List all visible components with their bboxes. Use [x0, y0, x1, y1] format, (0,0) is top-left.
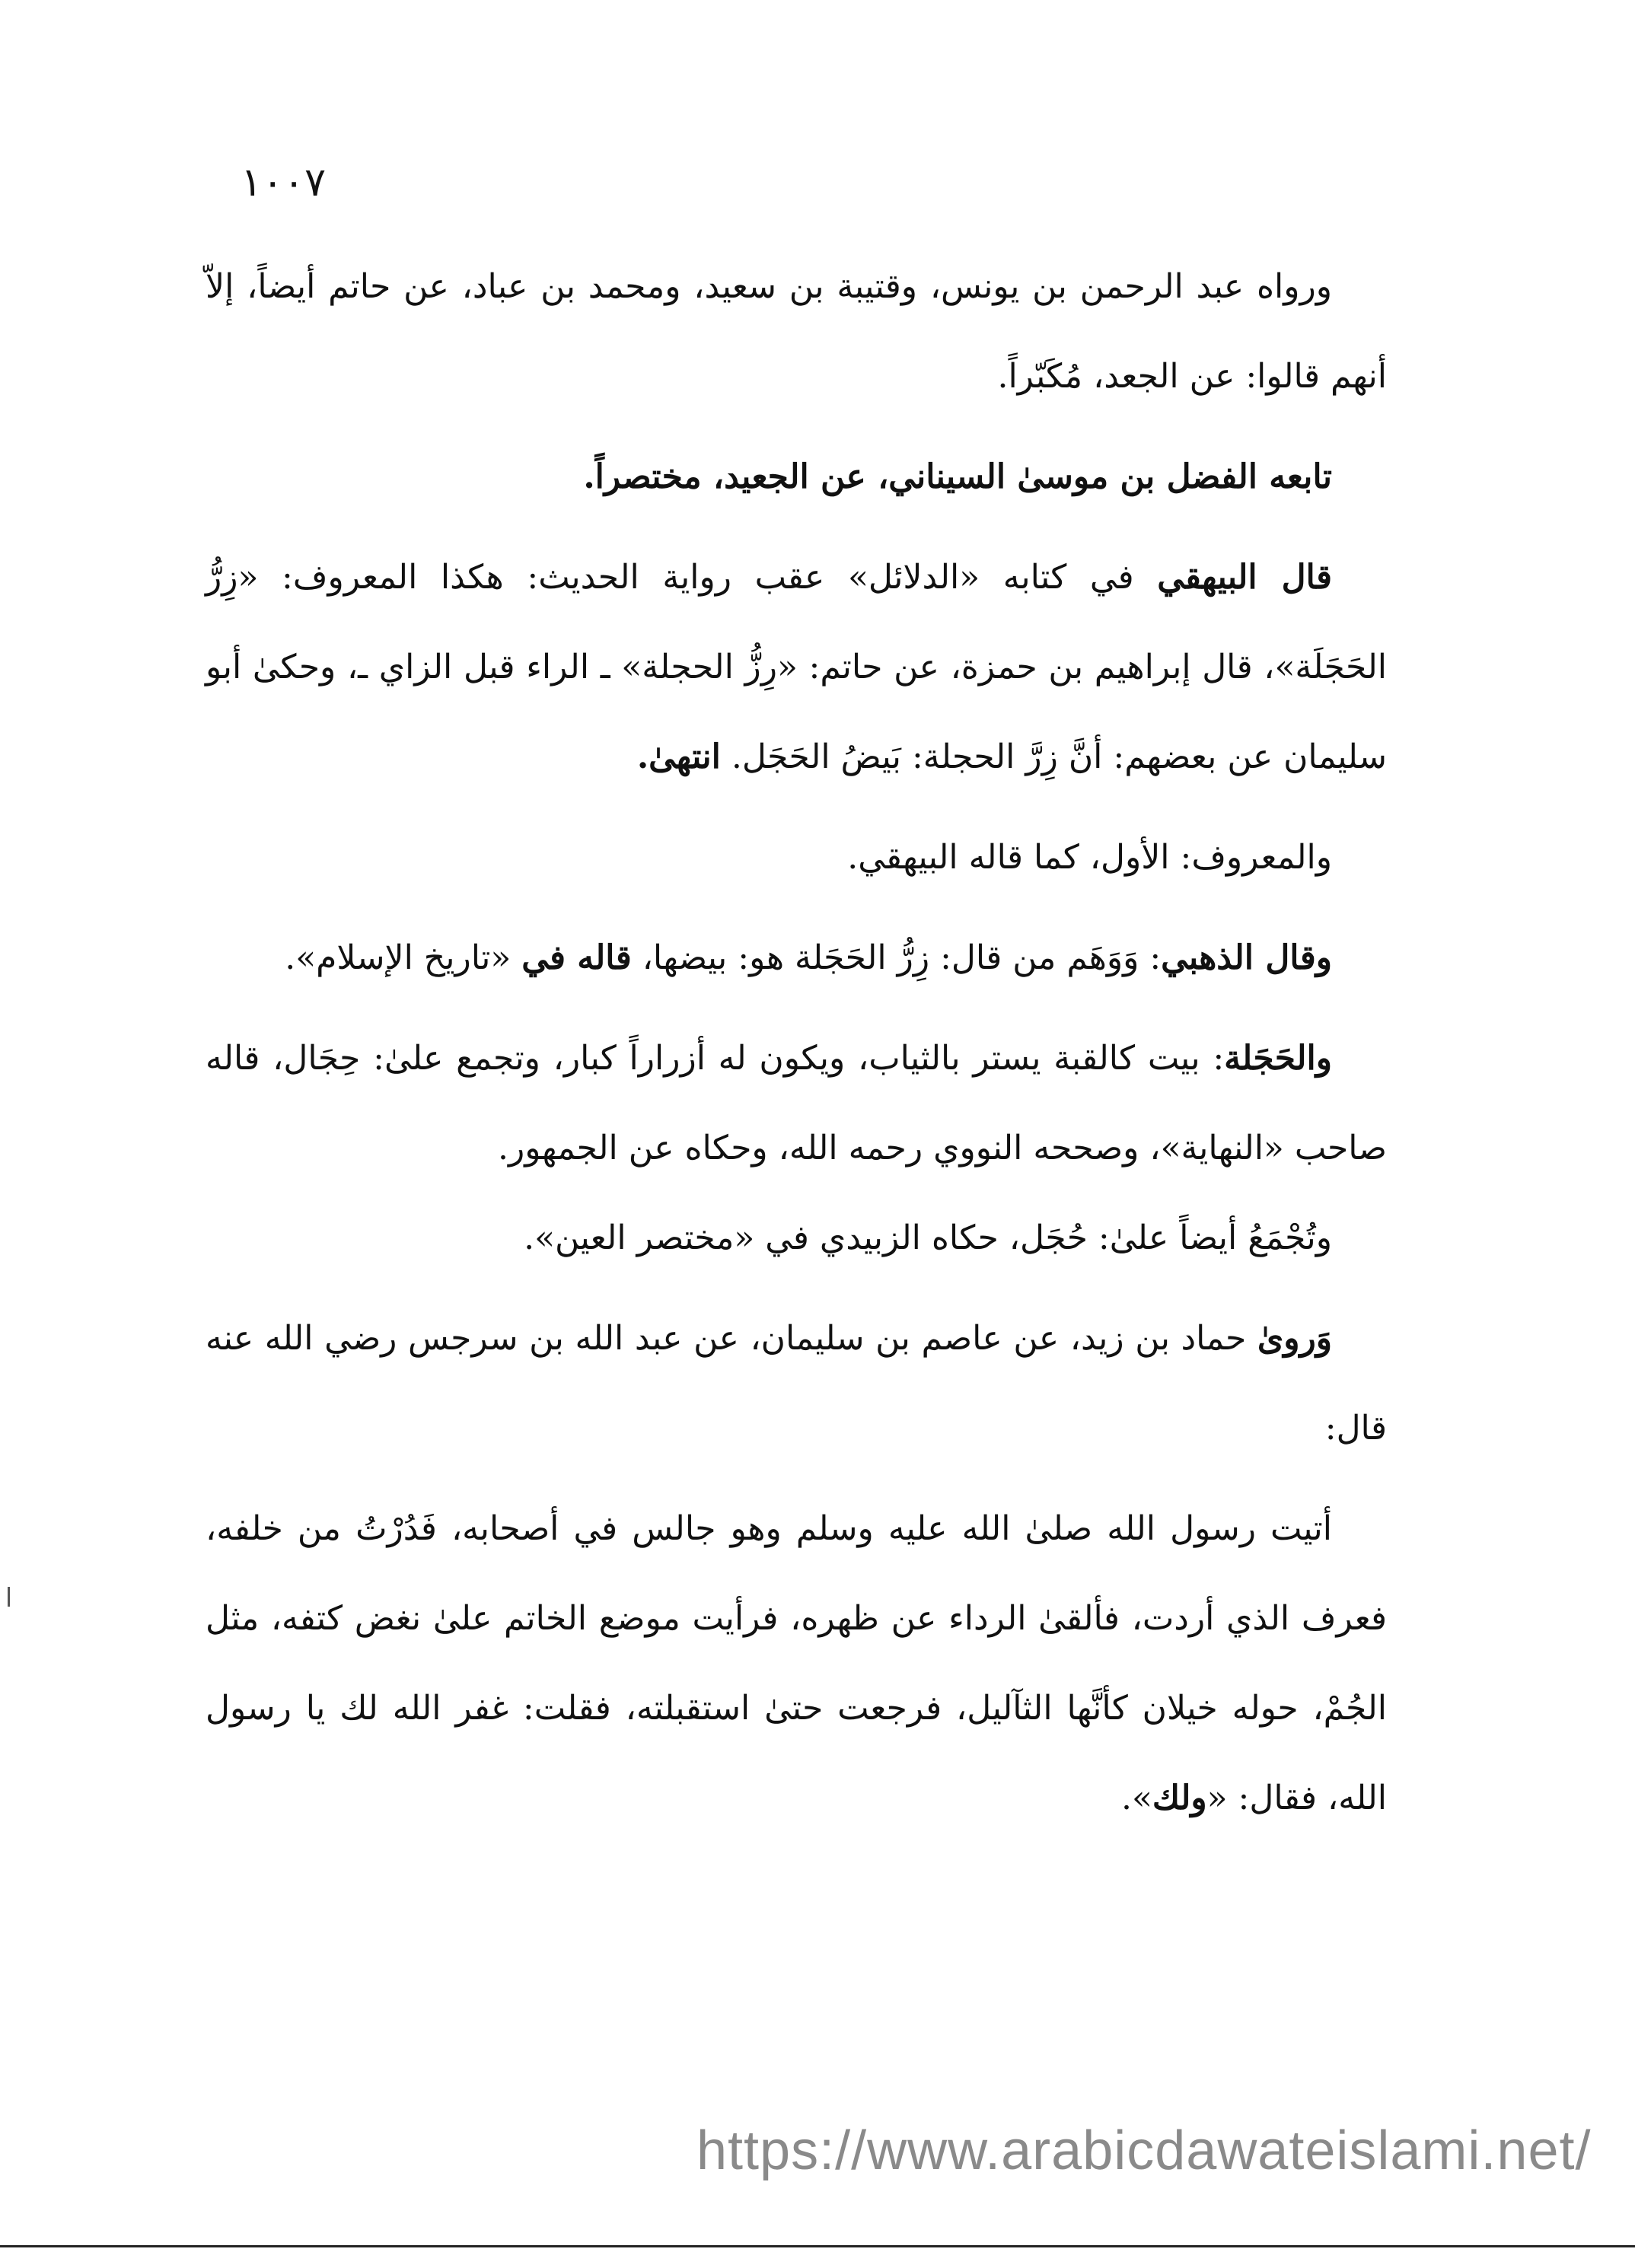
paragraph-4 [206, 813, 1387, 903]
text-span-bold: انتهىٰ. [636, 737, 721, 776]
text-span: والمعروف: الأول، كما قاله البيهقي. [847, 838, 1332, 877]
paragraph-7 [206, 1193, 1387, 1283]
text-span-bold: ولك [1152, 1779, 1207, 1817]
bottom-rule [0, 2245, 1635, 2247]
text-span: : وَوَهَم من قال: زِرُّ الحَجَلة هو: بيضها، [631, 938, 1162, 977]
text-span: حماد بن زيد، عن عاصم بن سليمان، عن عبد الله بن سرجس رضي الله عنه قال: [206, 1319, 1387, 1448]
paragraph-9 [206, 1484, 1387, 1843]
text-span: ورواه عبد الرحمن بن يونس، وقتيبة بن سعيد، ومحمد بن عباد، عن حاتم أيضاً، إلاّ أنهم قالوا: عن الجعد، مُكَبّراً. [206, 267, 1387, 396]
text-span: أتيت رسول الله صلىٰ الله عليه وسلم وهو جالس في أصحابه، فَدُرْتُ من خلفه، فعرف الذي أردت، فألقىٰ الرداء عن ظهره، فرأيت موضع الخاتم علىٰ نغض كتفه، مثل الجُمْ، حوله خيلان كأنَّها الثآليل، فرجعت حتىٰ استقبلته، فقلت: غفر الله لك يا رسول الله، فقال: « [206, 1509, 1387, 1817]
text-span: ». [1120, 1779, 1152, 1817]
text-span: في كتابه «الدلائل» عقب رواية الحديث: هكذا المعروف: «زِرُّ الحَجَلَة»، قال إبراهيم بن حمزة، عن حاتم: «رِزُّ الحجلة» ـ الراء قبل الزاي ـ، وحكىٰ أبو سليمان عن بعضهم: أنَّ زِرَّ الحجلة: بَيضُ الحَجَل. [206, 558, 1387, 776]
paragraph-2 [206, 432, 1387, 522]
text-span-bold: قال البيهقي [1157, 558, 1333, 597]
page-number: ١٠٠٧ [241, 160, 326, 205]
paragraph-8 [206, 1294, 1387, 1473]
paragraph-1 [206, 242, 1387, 422]
text-span: : بيت كالقبة يستر بالثياب، ويكون له أزراراً كبار، وتجمع علىٰ: حِجَال، قاله صاحب «النهاية»، وصححه النووي رحمه الله، وحكاه عن الجمهور. [206, 1039, 1387, 1167]
text-span: وتُجْمَعُ أيضاً علىٰ: حُجَل، حكاه الزبيدي في «مختصر العين». [524, 1218, 1332, 1257]
text-span-bold: وَروىٰ [1257, 1319, 1332, 1358]
text-span: «تاريخ الإسلام». [285, 938, 522, 977]
text-body [206, 242, 1387, 1843]
website-watermark: https://www.arabicdawateislami.net/ [696, 2120, 1592, 2181]
text-span-bold: قاله في [521, 938, 632, 977]
text-span-bold: والحَجَلة [1224, 1039, 1332, 1078]
scan-edge-mark [8, 1587, 10, 1607]
paragraph-5 [206, 913, 1387, 1003]
text-span-bold: تابعه الفضل بن موسىٰ السيناني، عن الجعيد، مختصراً. [583, 457, 1332, 496]
paragraph-6 [206, 1014, 1387, 1193]
text-span-bold: وقال الذهبي [1161, 938, 1332, 977]
paragraph-3 [206, 533, 1387, 802]
